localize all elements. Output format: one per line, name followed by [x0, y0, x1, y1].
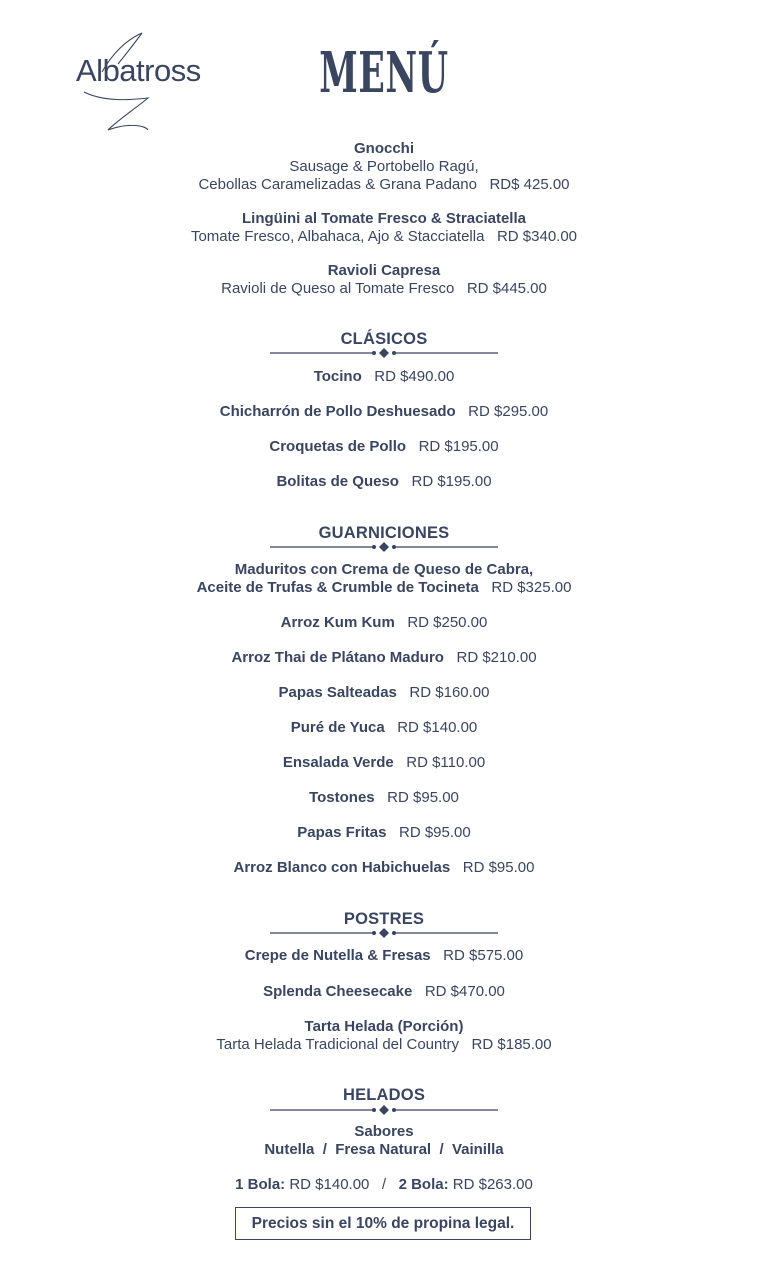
item-name: Arroz Thai de Plátano Maduro: [231, 649, 444, 666]
item-description: Tomate Fresco, Albahaca, Ajo & Stacciatella: [190, 228, 485, 245]
item-name: Aceite de Trufas & Crumble de Tocineta: [196, 579, 479, 596]
flavor-item: Vainilla: [451, 1141, 504, 1158]
menu-item: [0, 947, 768, 965]
item-price: RD $575.00: [443, 947, 524, 964]
item-price: RD $195.00: [418, 438, 499, 455]
ornament-divider: [270, 542, 498, 552]
item-name: Ravioli Capresa: [327, 262, 441, 279]
item-price: RD $195.00: [411, 473, 492, 490]
two-scoop-label: 2 Bola:: [398, 1176, 449, 1193]
helados-sabores: [0, 1123, 768, 1159]
item-price: RD $470.00: [424, 983, 505, 1000]
menu-item: [0, 403, 768, 421]
flavor-separator: /: [439, 1141, 444, 1158]
two-scoop-price: RD $263.00: [452, 1176, 533, 1193]
item-price: RD $340.00: [496, 228, 578, 245]
menu-item: [0, 789, 768, 807]
section-heading-clasicos: CLÁSICOS: [340, 330, 428, 348]
item-name: Papas Salteadas: [278, 684, 397, 701]
item-name: Splenda Cheesecake: [263, 983, 413, 1000]
item-price: RD $295.00: [468, 403, 549, 420]
menu-item-tarta-helada: [0, 1018, 768, 1054]
menu-item-gnocchi: [0, 140, 768, 194]
flavor-item: Nutella: [264, 1141, 315, 1158]
sabores-label: Sabores: [354, 1123, 414, 1140]
item-price: RD $140.00: [397, 719, 478, 736]
item-price: RD $160.00: [409, 684, 490, 701]
logo-wordmark: Albatross: [76, 53, 201, 88]
ornament-divider: [270, 1105, 498, 1115]
item-name: Maduritos con Crema de Queso de Cabra,: [234, 561, 534, 578]
menu-item: [0, 684, 768, 702]
flavor-item: Fresa Natural: [335, 1141, 432, 1158]
page-title: MENÚ: [319, 40, 449, 106]
menu-item: [0, 438, 768, 456]
section-heading-guarniciones: GUARNICIONES: [318, 524, 450, 542]
menu-item: [0, 614, 768, 632]
menu-item-ravioli: [0, 262, 768, 298]
menu-item-linguini: [0, 210, 768, 246]
item-name: Tarta Helada (Porción): [304, 1018, 464, 1035]
tip-notice: Precios sin el 10% de propina legal.: [235, 1207, 531, 1240]
item-name: Papas Fritas: [297, 824, 387, 841]
item-name: Bolitas de Queso: [276, 473, 399, 490]
item-description: Cebollas Caramelizadas & Grana Padano: [198, 176, 477, 193]
menu-item: [0, 859, 768, 877]
menu-item: [0, 473, 768, 491]
section-heading-helados: HELADOS: [342, 1086, 426, 1104]
menu-item: [0, 983, 768, 1001]
menu-item: [0, 719, 768, 737]
section-heading-postres: POSTRES: [343, 910, 425, 928]
item-price: RD $325.00: [491, 579, 572, 596]
item-name: Puré de Yuca: [290, 719, 385, 736]
menu-item: [0, 824, 768, 842]
item-name: Chicharrón de Pollo Deshuesado: [219, 403, 456, 420]
item-description: Sausage & Portobello Ragú,: [289, 158, 479, 175]
item-price: RD $210.00: [456, 649, 537, 666]
flavor-separator: /: [322, 1141, 327, 1158]
ornament-divider: [270, 348, 498, 358]
item-name: Tocino: [313, 368, 362, 385]
menu-item: [0, 754, 768, 772]
menu-item: [0, 368, 768, 386]
item-name: Lingüini al Tomate Fresco & Straciatella: [242, 210, 526, 227]
item-name: Arroz Kum Kum: [280, 614, 395, 631]
item-description: Tarta Helada Tradicional del Country: [216, 1036, 460, 1053]
menu-item-maduritos: [0, 561, 768, 597]
item-name: Gnocchi: [353, 140, 414, 157]
item-price: RD $185.00: [471, 1036, 552, 1053]
item-description: Ravioli de Queso al Tomate Fresco: [221, 280, 455, 297]
helados-prices: [0, 1176, 768, 1194]
one-scoop-label: 1 Bola:: [235, 1176, 286, 1193]
ornament-divider: [270, 928, 498, 938]
item-name: Tostones: [309, 789, 375, 806]
item-price: RD $490.00: [374, 368, 455, 385]
item-price: RD $95.00: [399, 824, 471, 841]
price-separator: /: [381, 1176, 387, 1193]
item-name: Arroz Blanco con Habichuelas: [233, 859, 451, 876]
menu-item: [0, 649, 768, 667]
item-price: RD$ 425.00: [489, 176, 570, 193]
item-price: RD $445.00: [466, 280, 547, 297]
one-scoop-price: RD $140.00: [289, 1176, 370, 1193]
item-price: RD $110.00: [406, 754, 486, 771]
item-name: Croquetas de Pollo: [269, 438, 407, 455]
item-name: Ensalada Verde: [282, 754, 394, 771]
item-price: RD $95.00: [387, 789, 459, 806]
item-price: RD $95.00: [462, 859, 535, 876]
item-name: Crepe de Nutella & Fresas: [244, 947, 431, 964]
item-price: RD $250.00: [407, 614, 488, 631]
